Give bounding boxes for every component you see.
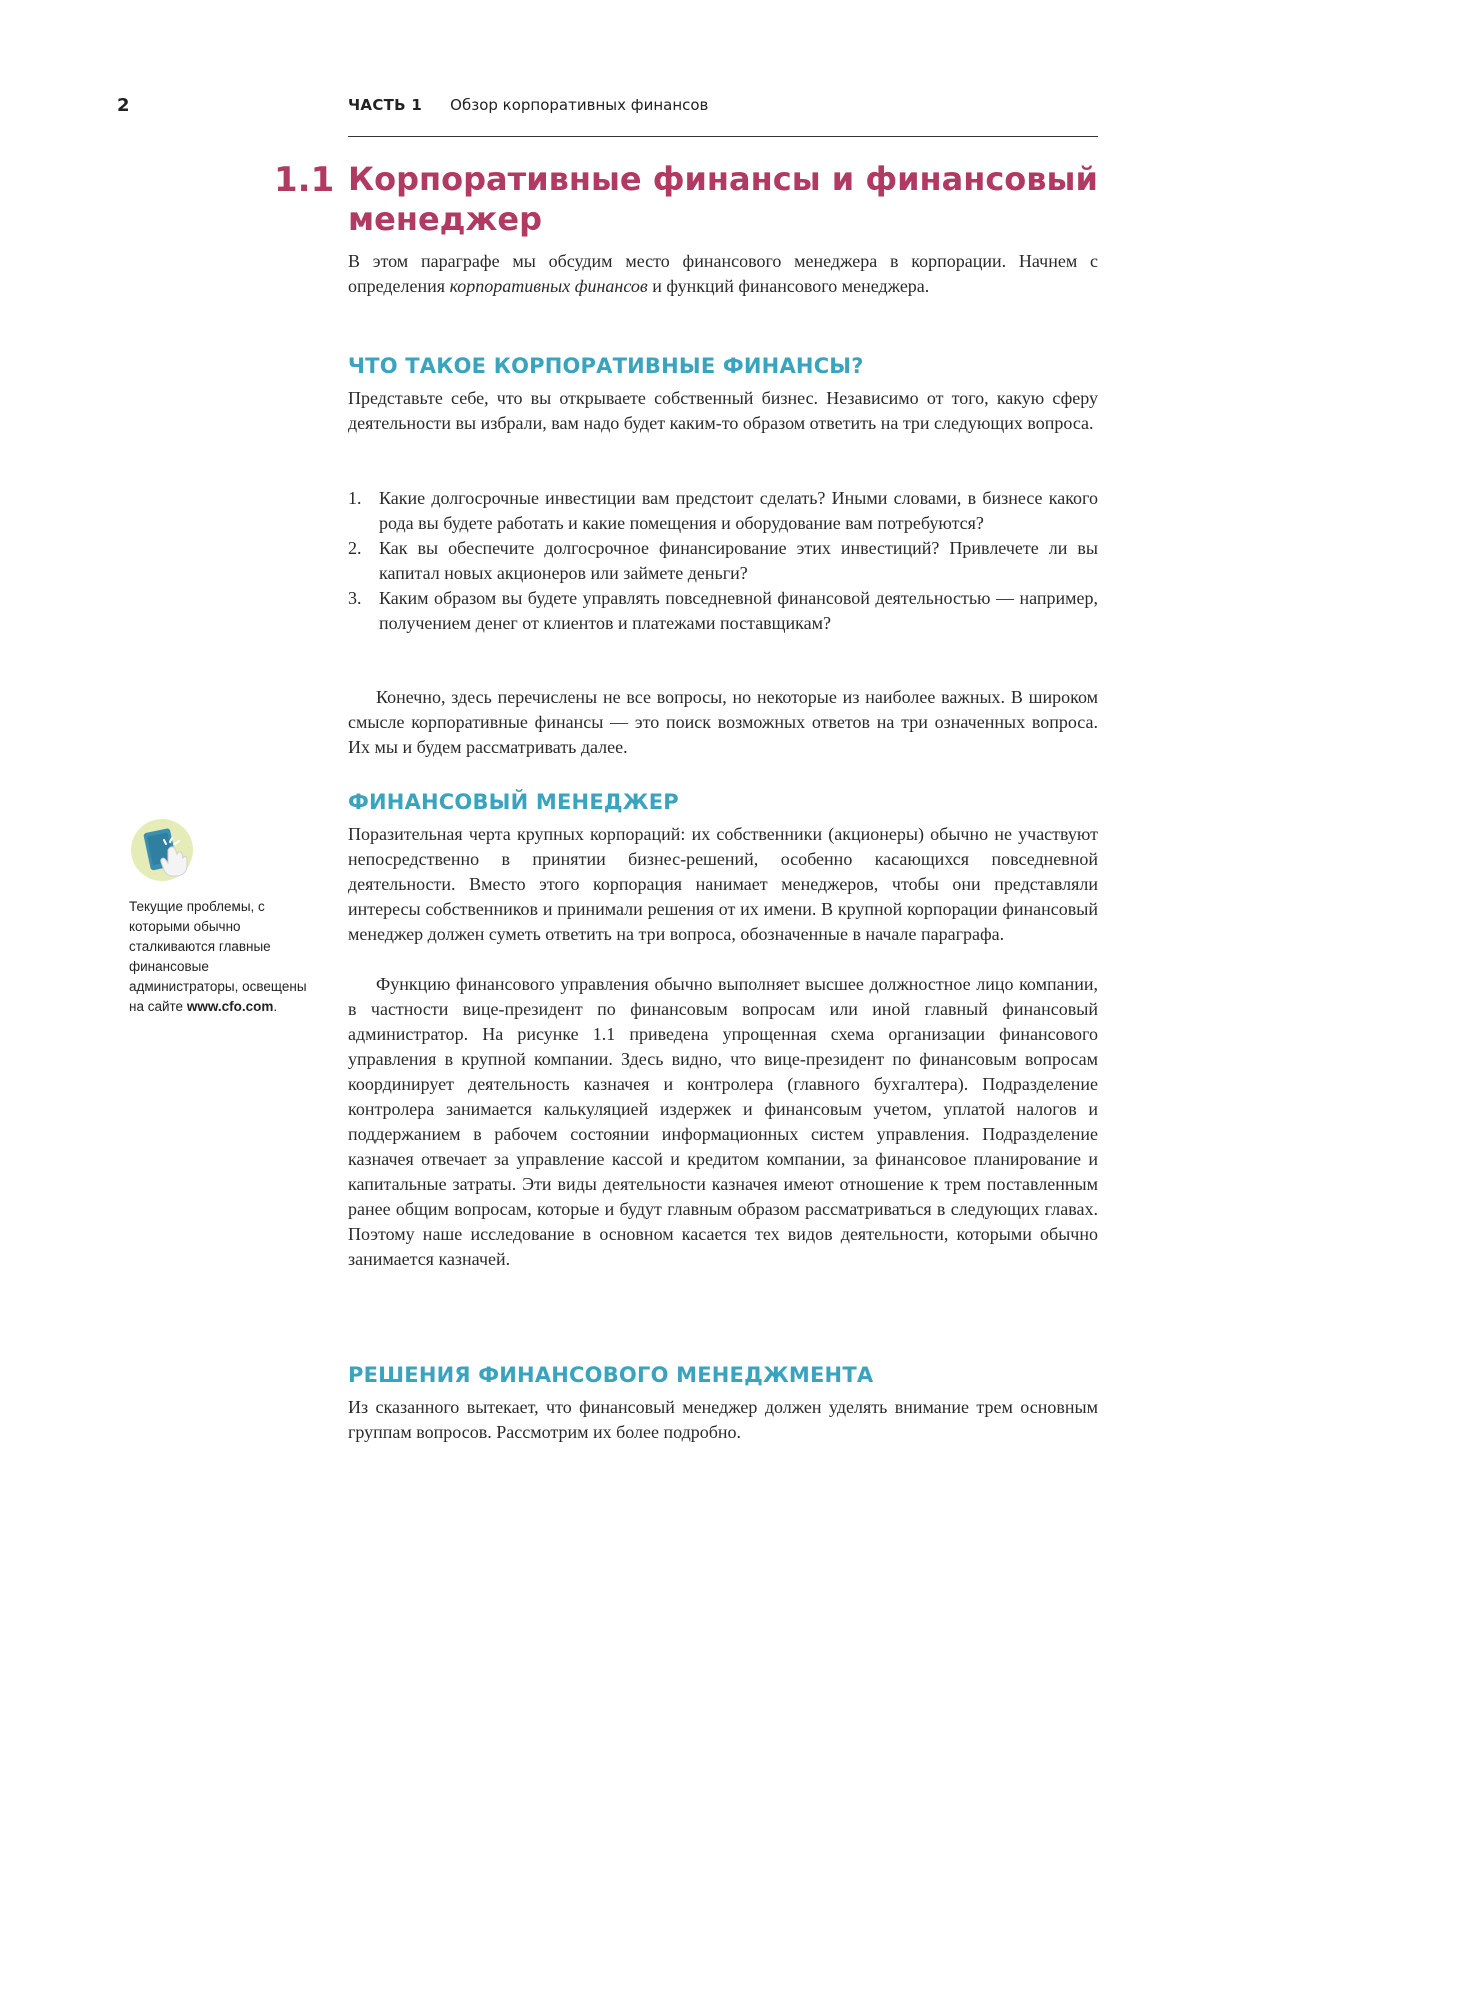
section-number: 1.1 — [274, 160, 335, 200]
questions-list — [348, 486, 1098, 636]
list-item — [348, 486, 1098, 536]
subheading-financial-manager: ФИНАНСОВЫЙ МЕНЕДЖЕР — [348, 790, 679, 814]
manager-paragraph-1: Поразительная черта крупных корпораций: их собственники (акционеры) обычно не участвуют непосредственно в принятии бизнес-решений, особенно касающихся повседневной деятельности. Вместо этого корпорация нанимает менеджеров, чтобы они представляли интересы собственников и принимали решения от их имени. В крупной корпорации финансовый менеджер должен суметь ответить на три вопроса, обозначенные в начале параграфа. — [348, 824, 1098, 944]
list-item — [348, 536, 1098, 586]
page-number: 2 — [117, 95, 130, 116]
list-item-number: 3. — [348, 588, 362, 608]
intro-text-after: и функций финансового менеджера. — [647, 276, 930, 296]
list-item-number: 2. — [348, 538, 362, 558]
what-is-paragraph-2-text: Конечно, здесь перечислены не все вопросы, но некоторые из наиболее важных. В широком смысле корпоративные финансы — это поиск возможных ответов на три означенных вопроса. Их мы и будем рассматривать далее. — [348, 687, 1098, 757]
sidebar-note-period: . — [273, 999, 278, 1014]
manager-paragraph-2-text: Функцию финансового управления обычно выполняет высшее должностное лицо компании, в частности вице-президент по финансовым вопросам или иной главный финансовый администратор. На рисунке 1.1 приведена упрощенная схема организации финансового управления в крупной компании. Здесь видно, что вице-президент по финансовым вопросам координирует деятельность казначея и контролера (главного бухгалтера). Подразделение контролера занимается калькуляцией издержек и финансовым учетом, уплатой налогов и поддержанием в рабочем состоянии информационных систем управления. Подразделение казначея отвечает за управление кассой и кредитом компании, за финансовое планирование и капитальные затраты. Эти виды деятельности казначея имеют отношение к трем поставленным ранее общим вопросам, которые и будут главным образом рассматриваться в следующих главах. Поэтому наше исследование в основном касается тех видов деятельности, которыми обычно занимается казначей. — [348, 974, 1098, 1269]
list-item-text: Какие долгосрочные инвестиции вам предстоит сделать? Иными словами, в бизнесе какого рода вы будете работать и какие помещения и оборудование вам потребуются? — [379, 488, 1098, 533]
intro-text-before: В этом параграфе мы обсудим место финансового менеджера в корпорации. Начнем с определения — [348, 251, 1098, 296]
running-header — [348, 96, 708, 114]
intro-paragraph — [348, 249, 1098, 299]
section-title: Корпоративные финансы и финансовый менеджер — [348, 160, 1098, 238]
manager-paragraph-2 — [348, 972, 1098, 1272]
tablet-touch-svg — [130, 818, 194, 882]
intro-emphasis: корпоративных финансов — [449, 276, 648, 296]
list-item-text: Каким образом вы будете управлять повседневной финансовой деятельностью — например, получением денег от клиентов и платежами поставщикам? — [379, 588, 1098, 633]
list-item-number: 1. — [348, 488, 362, 508]
sidebar-note — [129, 897, 319, 1017]
what-is-paragraph-2 — [348, 685, 1098, 760]
tablet-touch-icon — [130, 818, 194, 882]
what-is-paragraph-1: Представьте себе, что вы открываете собственный бизнес. Независимо от того, какую сферу деятельности вы избрали, вам надо будет каким-то образом ответить на три следующих вопроса. — [348, 388, 1098, 433]
list-item-text: Как вы обеспечите долгосрочное финансирование этих инвестиций? Привлечете ли вы капитал новых акционеров или займете деньги? — [379, 538, 1098, 583]
subheading-what-is-corporate-finance: ЧТО ТАКОЕ КОРПОРАТИВНЫЕ ФИНАНСЫ? — [348, 354, 864, 378]
part-title: Обзор корпоративных финансов — [450, 96, 709, 114]
subheading-financial-management-decisions: РЕШЕНИЯ ФИНАНСОВОГО МЕНЕДЖМЕНТА — [348, 1363, 874, 1387]
cfo-link[interactable]: www.cfo.com — [186, 999, 274, 1014]
list-item — [348, 586, 1098, 636]
header-rule — [348, 136, 1098, 137]
sidebar-note-text: Текущие проблемы, с которыми обычно сталкиваются главные финансовые администраторы, освещены на сайте — [129, 899, 307, 1014]
decisions-paragraph-1: Из сказанного вытекает, что финансовый менеджер должен уделять внимание трем основным группам вопросов. Рассмотрим их более подробно. — [348, 1397, 1098, 1442]
part-label: ЧАСТЬ 1 — [348, 96, 423, 114]
